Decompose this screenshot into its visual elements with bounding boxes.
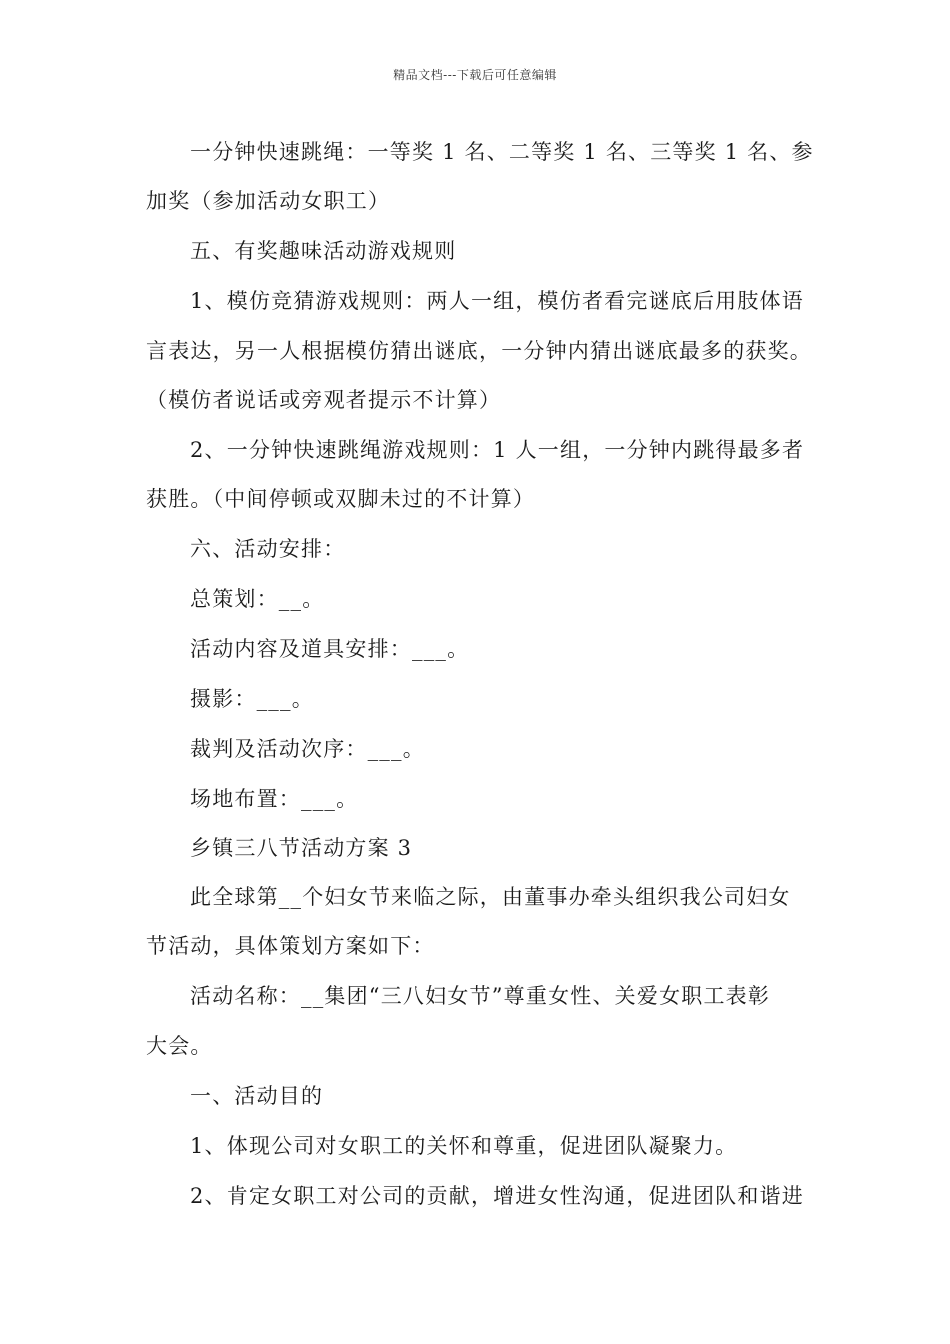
- text-line: 一分钟快速跳绳：一等奖 1 名、二等奖 1 名、三等奖 1 名、参: [190, 140, 814, 164]
- text-line: 此全球第__个妇女节来临之际，由董事办牵头组织我公司妇女: [190, 885, 791, 909]
- section-heading: 五、有奖趣味活动游戏规则: [190, 239, 457, 263]
- text-line: （模仿者说话或旁观者提示不计算）: [146, 388, 502, 412]
- text-line: 1、体现公司对女职工的关怀和尊重，促进团队凝聚力。: [190, 1134, 738, 1158]
- text-line: 获胜。（中间停顿或双脚未过的不计算）: [146, 487, 536, 511]
- text-line: 总策划：__。: [190, 587, 325, 611]
- text-line: 场地布置：___。: [190, 787, 359, 811]
- text-line: 裁判及活动次序：___。: [190, 737, 425, 761]
- text-line: 1、模仿竞猜游戏规则：两人一组，模仿者看完谜底后用肢体语: [190, 289, 804, 313]
- text-line: 2、一分钟快速跳绳游戏规则：1 人一组，一分钟内跳得最多者: [190, 438, 805, 462]
- text-line: 摄影：___。: [190, 687, 314, 711]
- text-line: 节活动，具体策划方案如下：: [146, 934, 435, 958]
- section-heading: 六、活动安排：: [190, 537, 346, 561]
- text-line: 2、肯定女职工对公司的贡献，增进女性沟通，促进团队和谐进: [190, 1184, 804, 1208]
- text-line: 加奖（参加活动女职工）: [146, 189, 391, 213]
- text-line: 活动名称：__集团“三八妇女节”尊重女性、关爱女职工表彰: [190, 984, 771, 1008]
- text-line: 大会。: [146, 1034, 213, 1058]
- page-header: 精品文档---下载后可任意编辑: [393, 68, 557, 82]
- section-title: 乡镇三八节活动方案 3: [190, 836, 413, 860]
- text-line: 活动内容及道具安排：___。: [190, 637, 470, 661]
- section-heading: 一、活动目的: [190, 1084, 324, 1108]
- text-line: 言表达，另一人根据模仿猜出谜底，一分钟内猜出谜底最多的获奖。: [146, 339, 812, 363]
